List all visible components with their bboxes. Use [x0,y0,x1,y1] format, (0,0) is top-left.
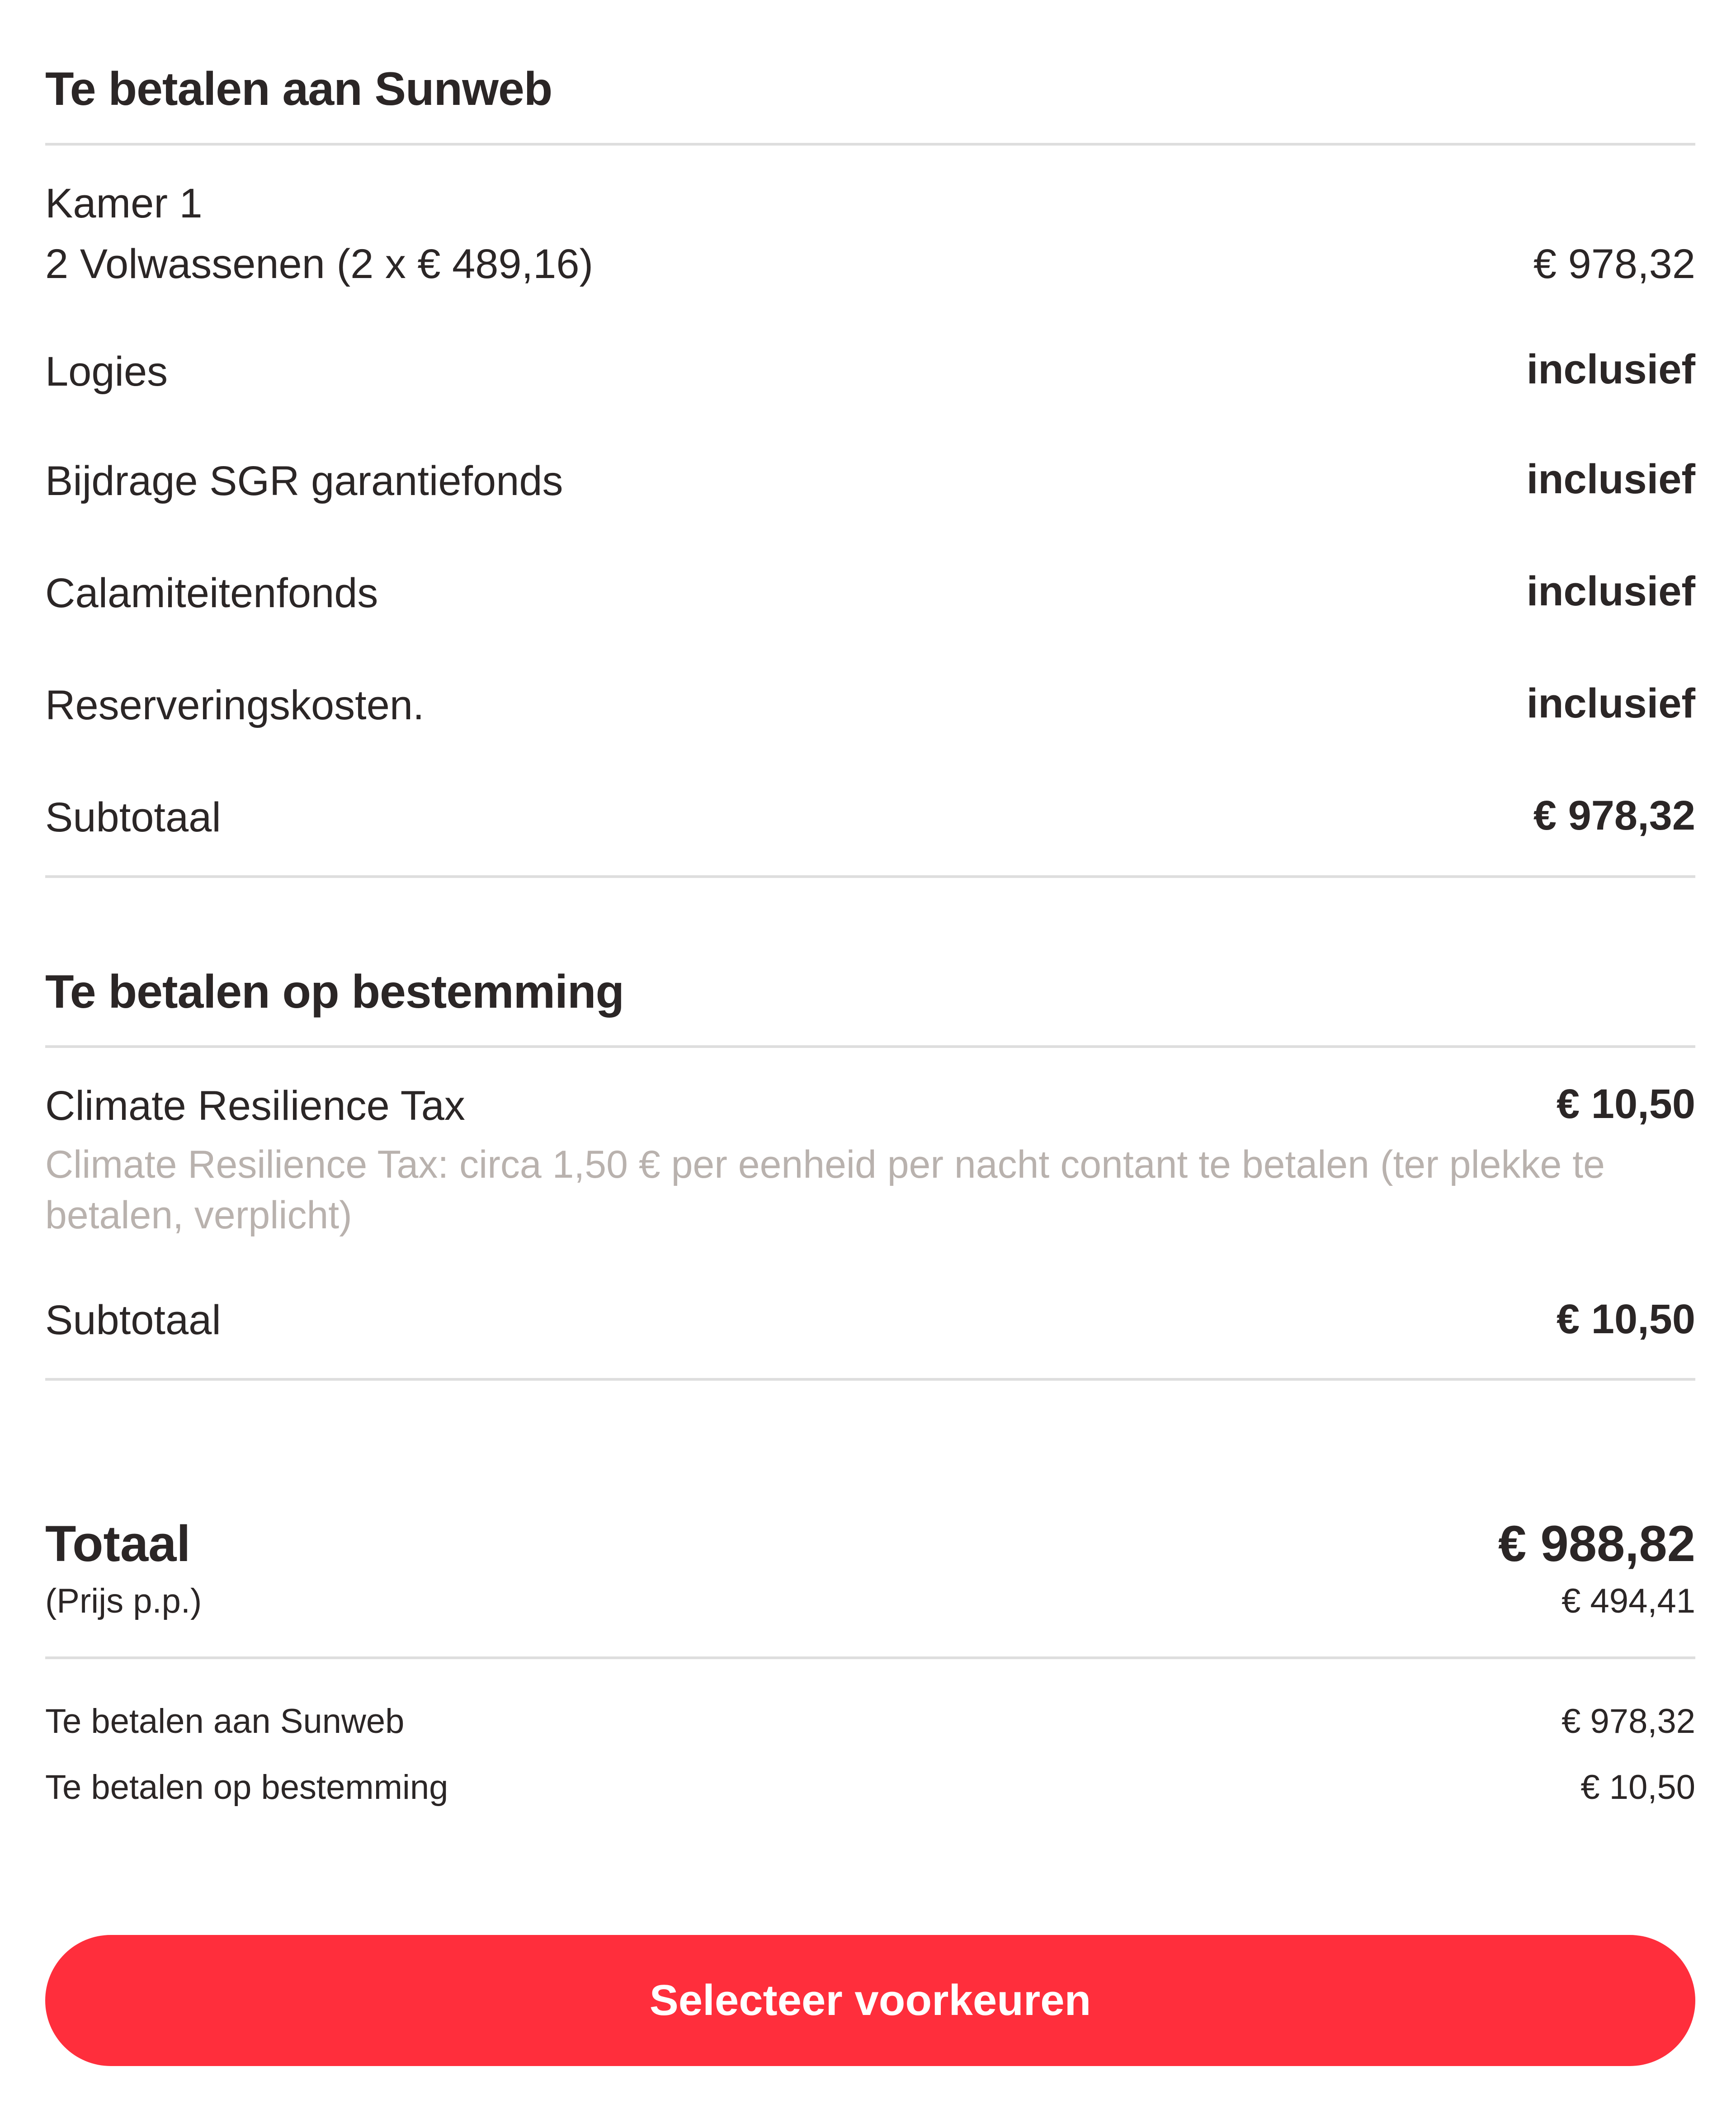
climate-tax-value: € 10,50 [1557,1081,1695,1127]
select-preferences-button[interactable]: Selecteer voorkeuren [45,1935,1695,2066]
price-pp-label: (Prijs p.p.) [45,1582,202,1620]
total-label: Totaal [45,1515,191,1572]
sunweb-section-title: Te betalen aan Sunweb [45,63,552,115]
summary-sunweb-label: Te betalen aan Sunweb [45,1702,405,1741]
destination-subtotal-value: € 10,50 [1557,1296,1695,1342]
logies-value: inclusief [1526,346,1695,392]
calamiteiten-value: inclusief [1526,568,1695,614]
divider [45,1045,1695,1048]
reservering-value: inclusief [1526,680,1695,727]
sgr-value: inclusief [1526,456,1695,502]
destination-section-title: Te betalen op bestemming [45,966,624,1018]
divider [45,1656,1695,1659]
summary-sunweb-value: € 978,32 [1561,1702,1695,1741]
climate-tax-label: Climate Resilience Tax [45,1083,465,1129]
summary-destination-label: Te betalen op bestemming [45,1768,448,1807]
divider [45,143,1695,146]
adults-label: 2 Volwassenen (2 x € 489,16) [45,241,594,287]
sunweb-subtotal-value: € 978,32 [1533,793,1695,839]
sgr-label: Bijdrage SGR garantiefonds [45,458,563,504]
price-breakdown [45,0,1695,2109]
calamiteiten-label: Calamiteitenfonds [45,570,378,616]
price-pp-value: € 494,41 [1561,1582,1695,1620]
room-label: Kamer 1 [45,180,203,226]
total-value: € 988,82 [1498,1515,1695,1572]
destination-subtotal-label: Subtotaal [45,1297,221,1343]
climate-tax-note: Climate Resilience Tax: circa 1,50 € per eenheid per nacht contant te betalen (ter plekke te betalen, verplicht) [45,1143,1605,1237]
adults-price: € 978,32 [1533,241,1695,287]
divider [45,1378,1695,1381]
sunweb-subtotal-label: Subtotaal [45,794,221,840]
logies-label: Logies [45,349,168,395]
reservering-label: Reserveringskosten. [45,682,425,728]
divider [45,875,1695,878]
summary-destination-value: € 10,50 [1580,1768,1695,1807]
